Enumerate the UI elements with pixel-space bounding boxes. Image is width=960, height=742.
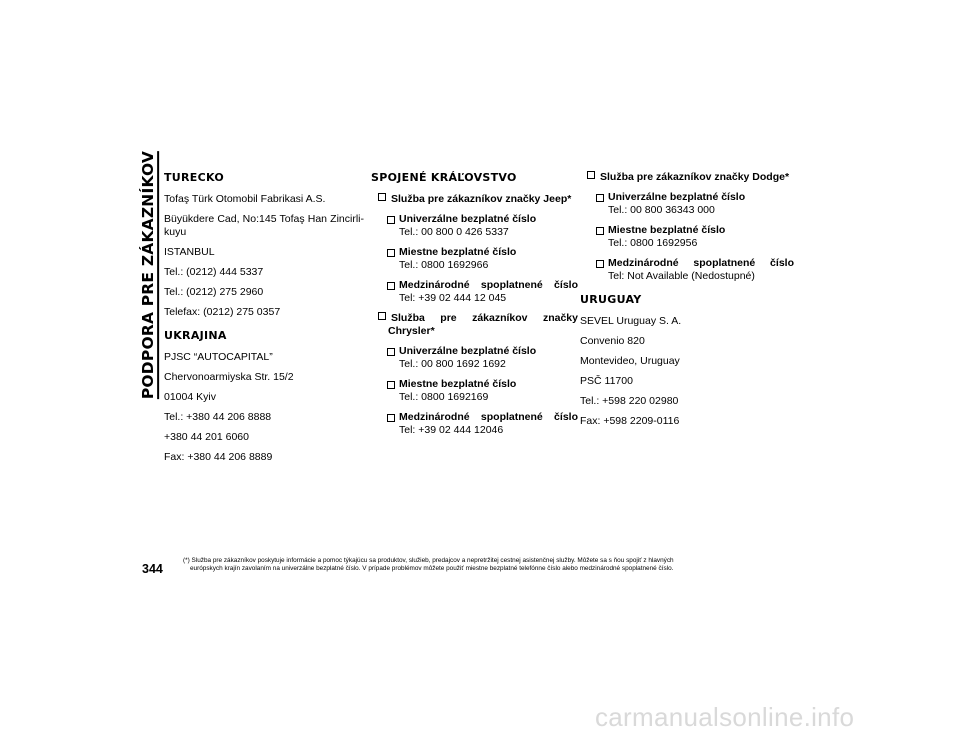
list-item (580, 224, 794, 250)
address-line: PJSC “AUTOCAPITAL” (164, 351, 273, 363)
column-2 (371, 171, 578, 444)
checkbox-bullet-icon (596, 194, 604, 202)
service-label: Služba pre zákazníkov značky Dodge* (600, 171, 790, 183)
heading-spojene-kralovstvo: SPOJENÉ KRÁĽOVSTVO (371, 171, 517, 184)
watermark: carmanualsonline.info (595, 702, 855, 732)
chrysler-service (371, 312, 578, 338)
number-value: Tel.: 0800 1692169 (399, 391, 489, 403)
fax-line: Fax: +598 2209-0116 (580, 415, 680, 427)
dodge-service (580, 171, 794, 184)
address-line: Convenio 820 (580, 335, 645, 347)
list-item (371, 279, 578, 305)
footnote-line: (*) Služba pre zákazníkov poskytuje informácie a pomoc týkajúcu sa produktov, služieb, predajcov a nepretržitej cestnej asistenčnej služby. Môžete sa s ňou spojiť z hlavných (183, 557, 674, 564)
address-line: Chervonoarmiyska Str. 15/2 (164, 371, 294, 383)
number-value: Tel.: 0800 1692956 (608, 237, 698, 249)
list-item (371, 345, 578, 371)
checkbox-bullet-icon (387, 381, 395, 389)
number-value: Tel: +39 02 444 12046 (399, 424, 504, 436)
checkbox-bullet-icon (387, 249, 395, 257)
fax-line: Telefax: (0212) 275 0357 (164, 306, 281, 318)
column-3 (580, 171, 794, 435)
column-1 (164, 171, 364, 471)
page-number: 344 (142, 562, 163, 576)
list-item (371, 246, 578, 272)
footnote-line: európskych krajín zavolaním na univerzálne bezplatné číslo. V prípade problémov môžete použiť miestne bezplatné telefónne číslo alebo medzinárodné spoplatnené číslo. (190, 565, 674, 572)
phone-line: Tel.: (0212) 444 5337 (164, 266, 264, 278)
jeep-service (371, 193, 578, 206)
number-type: Univerzálne bezplatné číslo (399, 213, 537, 225)
section-tab (139, 150, 159, 400)
list-item (371, 213, 578, 239)
number-type: Miestne bezplatné číslo (608, 224, 726, 236)
number-value: Tel.: 00 800 36343 000 (608, 204, 715, 216)
service-label-cont: Chrysler* (388, 325, 435, 337)
address-line: Büyükdere Cad, No:145 Tofaş Han Zincirli-kuyu (164, 213, 364, 238)
address-line: SEVEL Uruguay S. A. (580, 315, 682, 327)
checkbox-bullet-icon (596, 260, 604, 268)
number-value: Tel: +39 02 444 12 045 (399, 292, 507, 304)
service-label: Služba pre zákazníkov značky (391, 312, 578, 324)
number-value: Tel.: 0800 1692966 (399, 259, 489, 271)
phone-line: +380 44 201 6060 (164, 431, 249, 443)
checkbox-bullet-icon (387, 348, 395, 356)
checkbox-bullet-icon (387, 282, 395, 290)
checkbox-bullet-icon (387, 414, 395, 422)
address-line: ISTANBUL (164, 246, 215, 258)
heading-ukrajina: UKRAJINA (164, 329, 227, 342)
address-line: 01004 Kyiv (164, 391, 216, 403)
number-type: Medzinárodné spoplatnené číslo (608, 257, 794, 269)
phone-line: Tel.: +598 220 02980 (580, 395, 679, 407)
list-item (580, 257, 794, 283)
list-item (371, 411, 578, 437)
checkbox-bullet-icon (387, 216, 395, 224)
number-type: Univerzálne bezplatné číslo (399, 345, 537, 357)
heading-uruguay: URUGUAY (580, 293, 642, 306)
checkbox-bullet-icon (587, 171, 595, 179)
number-value: Tel.: 00 800 0 426 5337 (399, 226, 509, 238)
address-line: Tofaş Türk Otomobil Fabrikasi A.S. (164, 193, 326, 205)
number-type: Univerzálne bezplatné číslo (608, 191, 746, 203)
address-line: Montevideo, Uruguay (580, 355, 680, 367)
number-value: Tel: Not Available (Nedostupné) (608, 270, 755, 282)
number-type: Miestne bezplatné číslo (399, 246, 517, 258)
heading-turecko: TURECKO (164, 171, 224, 184)
fax-line: Fax: +380 44 206 8889 (164, 451, 273, 463)
number-value: Tel.: 00 800 1692 1692 (399, 358, 506, 370)
number-type: Medzinárodné spoplatnené číslo (399, 411, 578, 423)
number-type: Medzinárodné spoplatnené číslo (399, 279, 578, 291)
section-tab-label: PODPORA PRE ZÁKAZNÍKOV (139, 150, 157, 400)
address-line: PSČ 11700 (580, 375, 633, 387)
footnote (183, 557, 795, 573)
phone-line: Tel.: +380 44 206 8888 (164, 411, 272, 423)
number-type: Miestne bezplatné číslo (399, 378, 517, 390)
checkbox-bullet-icon (378, 193, 386, 201)
checkbox-bullet-icon (596, 227, 604, 235)
checkbox-bullet-icon (378, 312, 386, 320)
list-item (580, 191, 794, 217)
phone-line: Tel.: (0212) 275 2960 (164, 286, 264, 298)
service-label: Služba pre zákazníkov značky Jeep* (391, 193, 572, 205)
list-item (371, 378, 578, 404)
